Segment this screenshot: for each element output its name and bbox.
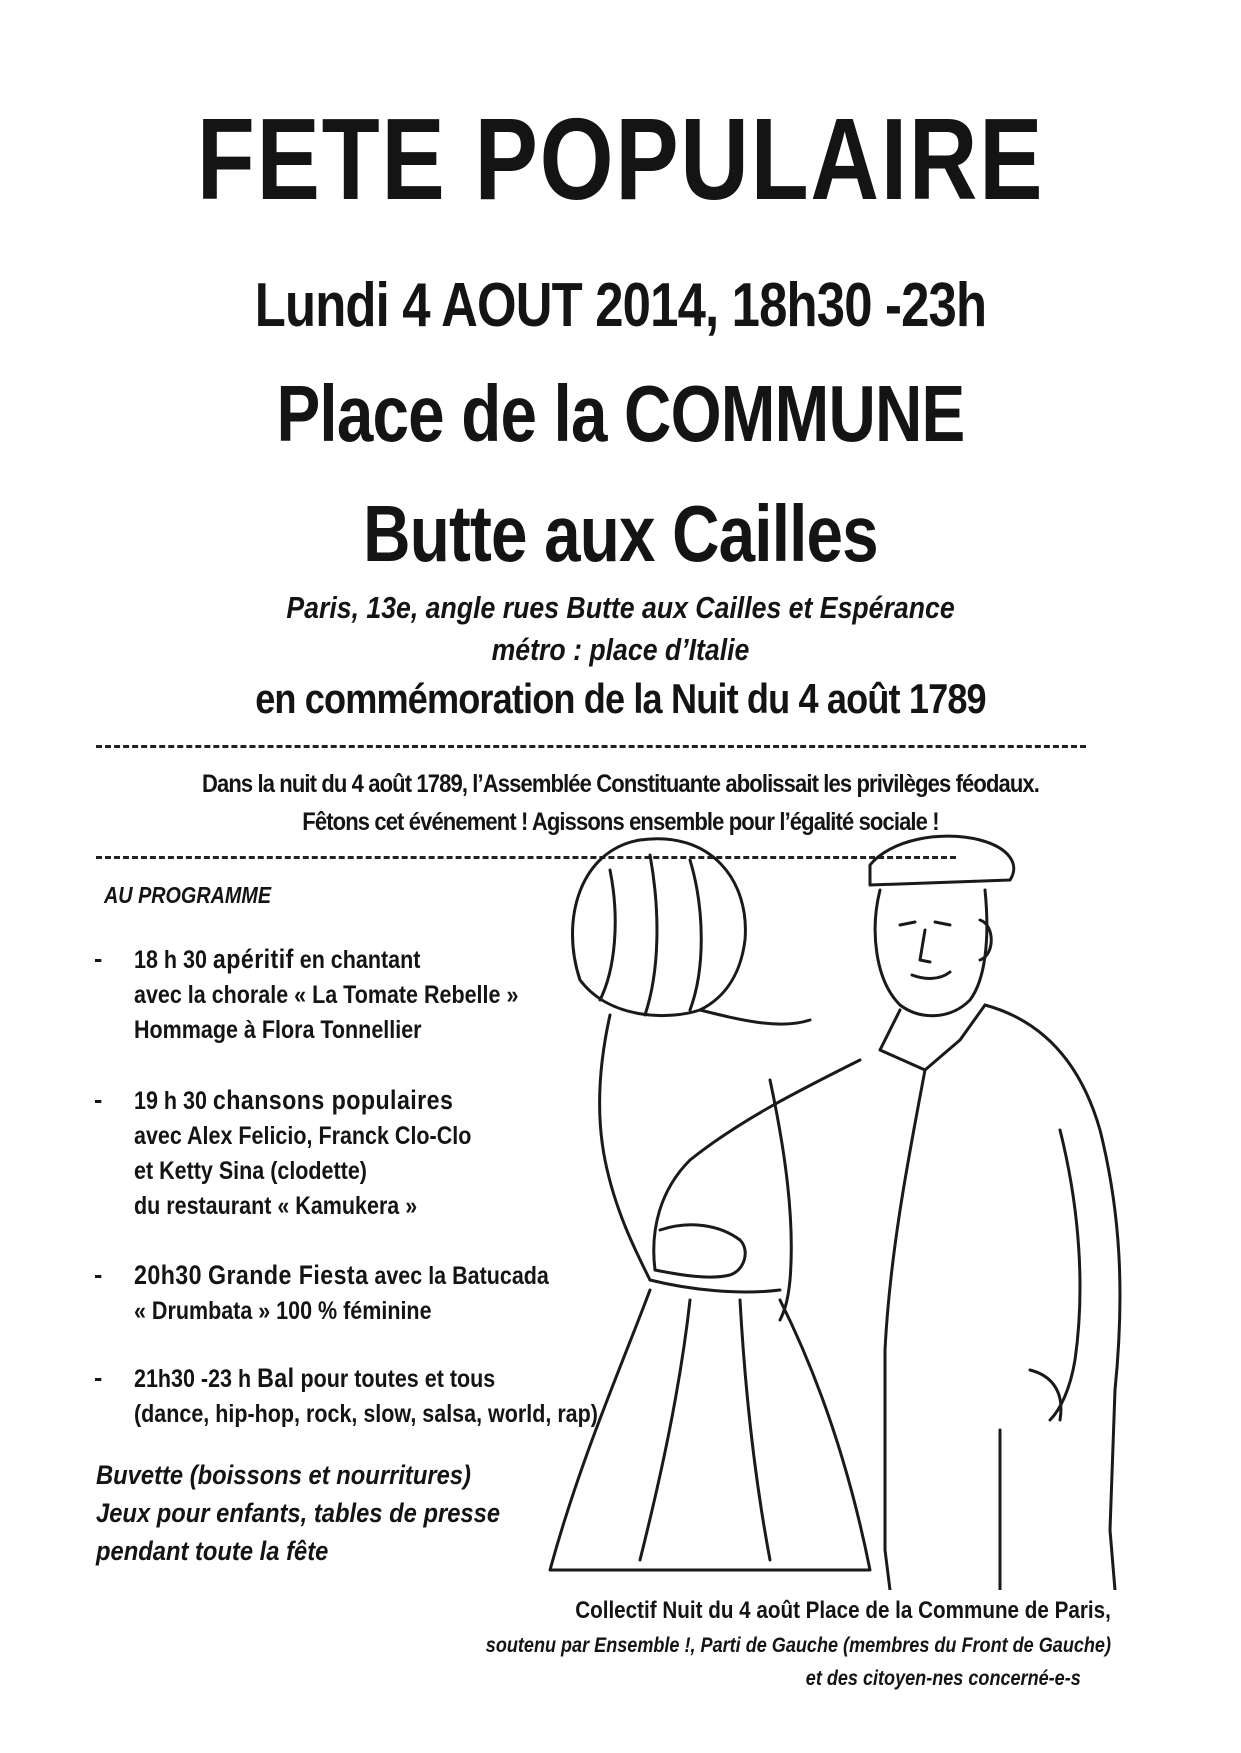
man-cap xyxy=(870,836,1014,885)
item-title: Bal xyxy=(257,1363,295,1393)
item-time: 20h30 xyxy=(134,1260,202,1290)
event-address: Paris, 13e, angle rues Butte aux Cailles et Espérance xyxy=(286,590,955,625)
programme-heading: AU PROGRAMME xyxy=(104,882,272,908)
woman-side xyxy=(770,1080,791,1320)
item-rest: en chantant xyxy=(299,946,421,974)
item-detail: (dance, hip-hop, rock, slow, salsa, world, rap) xyxy=(134,1400,598,1428)
poster-title: FETE POPULAIRE xyxy=(196,94,1045,224)
woman-back xyxy=(600,1015,650,1280)
event-place: Place de la COMMUNE xyxy=(276,369,965,458)
man-legs xyxy=(885,1430,1115,1590)
commemoration-line: en commémoration de la Nuit du 4 août 1789 xyxy=(255,675,986,722)
event-place-neighbourhood: Butte aux Cailles xyxy=(363,489,878,578)
bullet-dash: - xyxy=(94,1086,103,1114)
item-title: chansons populaires xyxy=(212,1085,454,1115)
buvette-line-2: Jeux pour enfants, tables de presse xyxy=(96,1498,501,1528)
item-time: 21h30 -23 h xyxy=(134,1365,252,1393)
footer-organiser: Collectif Nuit du 4 août Place de la Commune de Paris, xyxy=(575,1597,1111,1624)
metro-info: métro : place d’Italie xyxy=(491,632,750,667)
intro-line-1: Dans la nuit du 4 août 1789, l’Assemblée Constituante abolissait les privilèges féodaux. xyxy=(201,770,1040,798)
item-detail: du restaurant « Kamukera » xyxy=(134,1192,418,1220)
footer-supporters: soutenu par Ensemble !, Parti de Gauche (membres du Front de Gauche) xyxy=(485,1634,1111,1657)
item-detail: avec la chorale « La Tomate Rebelle » xyxy=(134,981,519,1009)
item-time: 19 h 30 xyxy=(134,1087,207,1115)
woman-hair-strands xyxy=(600,855,701,1015)
item-detail: Hommage à Flora Tonnellier xyxy=(134,1016,422,1044)
item-detail: et Ketty Sina (clodette) xyxy=(134,1157,367,1185)
event-date-time: Lundi 4 AOUT 2014, 18h30 -23h xyxy=(254,271,987,340)
man-head xyxy=(875,890,987,1016)
woman-hair xyxy=(573,839,746,1016)
woman-waist xyxy=(650,1280,780,1292)
intro-line-2: Fêtons cet événement ! Agissons ensemble pour l’égalité sociale ! xyxy=(302,808,939,836)
man-hand-on-back xyxy=(655,1225,745,1277)
woman-skirt-folds xyxy=(640,1300,770,1560)
dancing-couple-illustration xyxy=(540,830,1150,1590)
item-title: apéritif xyxy=(212,944,294,974)
buvette-line-3: pendant toute la fête xyxy=(96,1536,329,1566)
man-back-arm xyxy=(654,1060,860,1270)
item-rest: avec la Batucada xyxy=(374,1262,549,1290)
man-jacket xyxy=(985,1005,1120,1530)
buvette-line-1: Buvette (boissons et nourritures) xyxy=(96,1460,471,1490)
woman-shoulder xyxy=(700,1010,810,1024)
item-time: 18 h 30 xyxy=(134,946,207,974)
man-arm xyxy=(1050,1130,1080,1420)
man-face xyxy=(900,922,950,978)
item-rest: pour toutes et tous xyxy=(300,1365,496,1393)
footer-citizens: et des citoyen-nes concerné-e-s xyxy=(805,1667,1081,1690)
bullet-dash: - xyxy=(94,1364,103,1392)
item-detail: avec Alex Felicio, Franck Clo-Clo xyxy=(134,1122,472,1150)
bullet-dash: - xyxy=(94,1261,103,1289)
item-title: Grande Fiesta xyxy=(207,1260,369,1290)
woman-skirt xyxy=(550,1290,870,1570)
item-detail: « Drumbata » 100 % féminine xyxy=(134,1297,432,1325)
man-jacket-front xyxy=(885,1070,925,1550)
bullet-dash: - xyxy=(94,945,103,973)
dashed-divider-top xyxy=(96,745,1086,748)
